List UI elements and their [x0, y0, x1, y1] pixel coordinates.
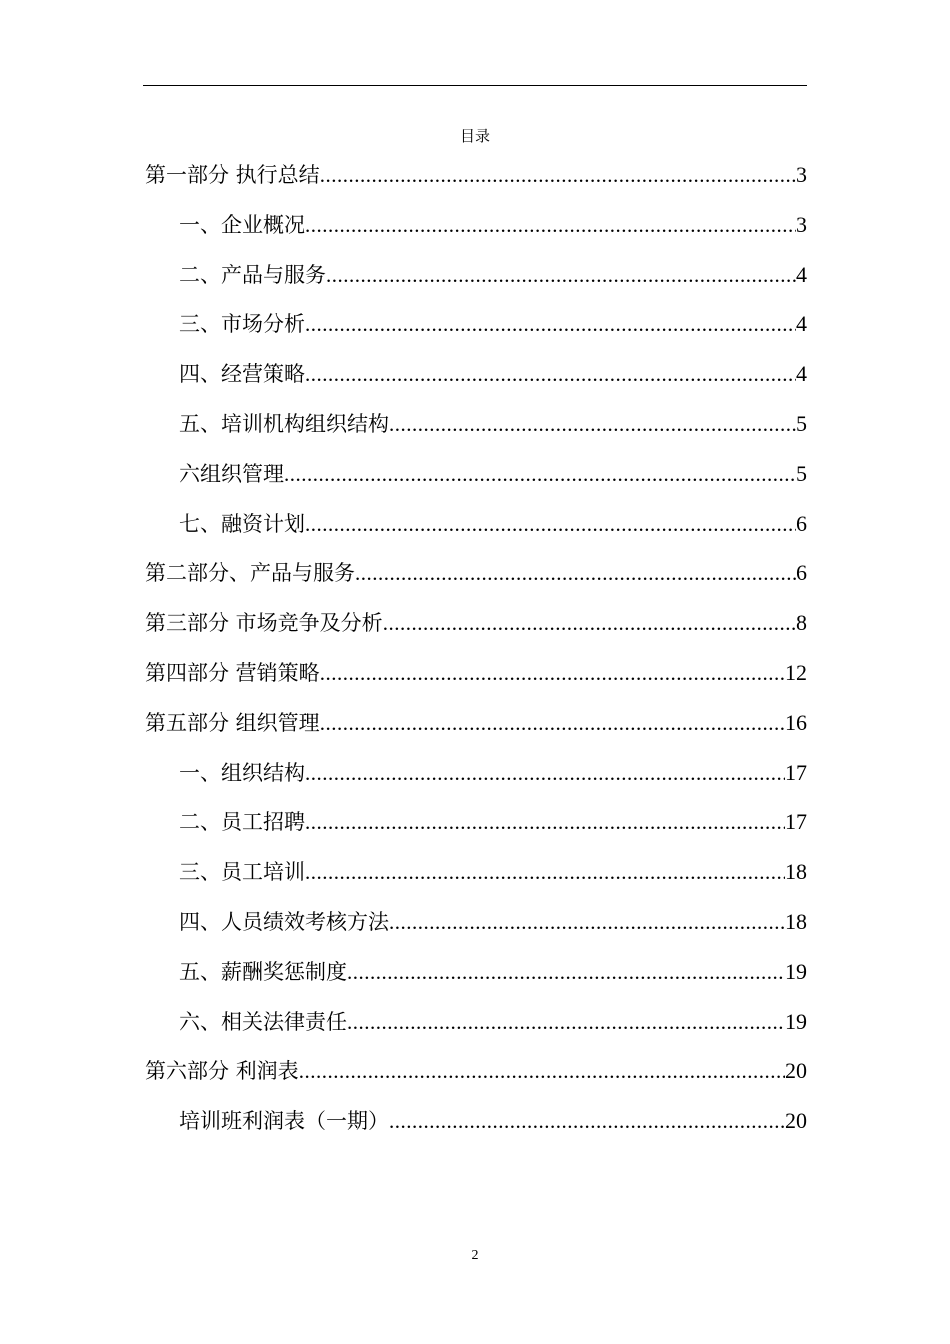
toc-entry-page: 19 [785, 1008, 807, 1034]
toc-entry-market-analysis[interactable] [145, 306, 807, 356]
toc-entry-compensation[interactable] [145, 954, 807, 1004]
toc-entry-page: 18 [785, 908, 807, 934]
toc-entry-label: 四、人员绩效考核方法 [179, 909, 389, 934]
toc-title: 目录 [459, 127, 490, 145]
toc-entry-label: 第二部分、产品与服务 [145, 561, 355, 586]
toc-entry-page: 16 [785, 709, 807, 735]
toc-dot-leader [389, 406, 796, 442]
toc-entry-org-structure[interactable] [145, 406, 807, 456]
toc-entry-page: 17 [785, 809, 807, 835]
toc-entry-page: 5 [796, 410, 807, 436]
toc-entry-company-overview[interactable] [145, 207, 807, 257]
toc-dot-leader [284, 456, 796, 492]
toc-dot-leader [326, 257, 796, 293]
toc-entry-page: 4 [796, 361, 807, 387]
toc-entry-label: 三、市场分析 [179, 312, 305, 337]
toc-entry-page: 20 [785, 1108, 807, 1134]
toc-entry-label: 四、经营策略 [179, 362, 305, 387]
table-of-contents [145, 157, 807, 1153]
toc-dot-leader [320, 655, 785, 691]
toc-entry-part-3[interactable] [145, 605, 807, 655]
toc-dot-leader [305, 854, 785, 890]
toc-entry-label: 五、薪酬奖惩制度 [179, 959, 347, 984]
toc-entry-page: 4 [796, 311, 807, 337]
toc-entry-label: 五、培训机构组织结构 [179, 411, 389, 436]
toc-entry-label: 二、员工招聘 [179, 810, 305, 835]
toc-dot-leader [305, 207, 796, 243]
toc-entry-recruitment[interactable] [145, 804, 807, 854]
toc-dot-leader [389, 1103, 785, 1139]
toc-entry-label: 二、产品与服务 [179, 262, 326, 287]
toc-entry-page: 6 [796, 510, 807, 536]
toc-entry-page: 12 [785, 659, 807, 685]
toc-entry-page: 3 [796, 211, 807, 237]
header-rule [143, 85, 807, 86]
toc-entry-label: 第三部分 市场竞争及分析 [145, 611, 383, 636]
toc-entry-page: 18 [785, 859, 807, 885]
toc-dot-leader [305, 804, 785, 840]
toc-dot-leader [389, 904, 785, 940]
toc-dot-leader [355, 555, 796, 591]
toc-entry-page: 4 [796, 261, 807, 287]
toc-entry-part-4[interactable] [145, 655, 807, 705]
toc-entry-label: 七、融资计划 [179, 511, 305, 536]
toc-entry-part-2[interactable] [145, 555, 807, 605]
toc-entry-part-6[interactable] [145, 1053, 807, 1103]
toc-entry-page: 6 [796, 560, 807, 586]
toc-entry-label: 三、员工培训 [179, 860, 305, 885]
page-number: 2 [471, 1248, 479, 1263]
toc-entry-label: 一、企业概况 [179, 212, 305, 237]
toc-dot-leader [320, 705, 785, 741]
toc-entry-products-services[interactable] [145, 257, 807, 307]
toc-entry-legal-liability[interactable] [145, 1004, 807, 1054]
toc-dot-leader [305, 356, 796, 392]
toc-entry-page: 20 [785, 1058, 807, 1084]
toc-entry-label: 第六部分 利润表 [145, 1059, 299, 1084]
toc-dot-leader [347, 954, 785, 990]
toc-entry-page: 3 [796, 162, 807, 187]
toc-entry-label: 培训班利润表（一期） [179, 1109, 389, 1134]
toc-entry-staff-training[interactable] [145, 854, 807, 904]
toc-entry-business-strategy[interactable] [145, 356, 807, 406]
toc-entry-training-profit-table[interactable] [145, 1103, 807, 1153]
toc-dot-leader [305, 506, 796, 542]
toc-entry-financing-plan[interactable] [145, 506, 807, 556]
toc-dot-leader [305, 755, 785, 791]
toc-entry-label: 第四部分 营销策略 [145, 660, 320, 685]
toc-dot-leader [320, 157, 796, 193]
toc-entry-label: 第一部分 执行总结 [145, 163, 320, 187]
toc-entry-part-5[interactable] [145, 705, 807, 755]
toc-dot-leader [305, 306, 796, 342]
toc-dot-leader [299, 1053, 785, 1089]
toc-entry-page: 19 [785, 958, 807, 984]
toc-entry-page: 17 [785, 759, 807, 785]
toc-entry-part-1[interactable] [145, 157, 807, 207]
toc-entry-label: 第五部分 组织管理 [145, 710, 320, 735]
toc-entry-org-structure-2[interactable] [145, 755, 807, 805]
toc-entry-page: 5 [796, 460, 807, 486]
toc-entry-org-management[interactable] [145, 456, 807, 506]
toc-dot-leader [347, 1004, 785, 1040]
toc-entry-page: 8 [796, 610, 807, 636]
toc-entry-label: 六、相关法律责任 [179, 1009, 347, 1034]
toc-entry-performance-review[interactable] [145, 904, 807, 954]
toc-entry-label: 六组织管理 [179, 461, 284, 486]
toc-entry-label: 一、组织结构 [179, 760, 305, 785]
toc-dot-leader [383, 605, 796, 641]
